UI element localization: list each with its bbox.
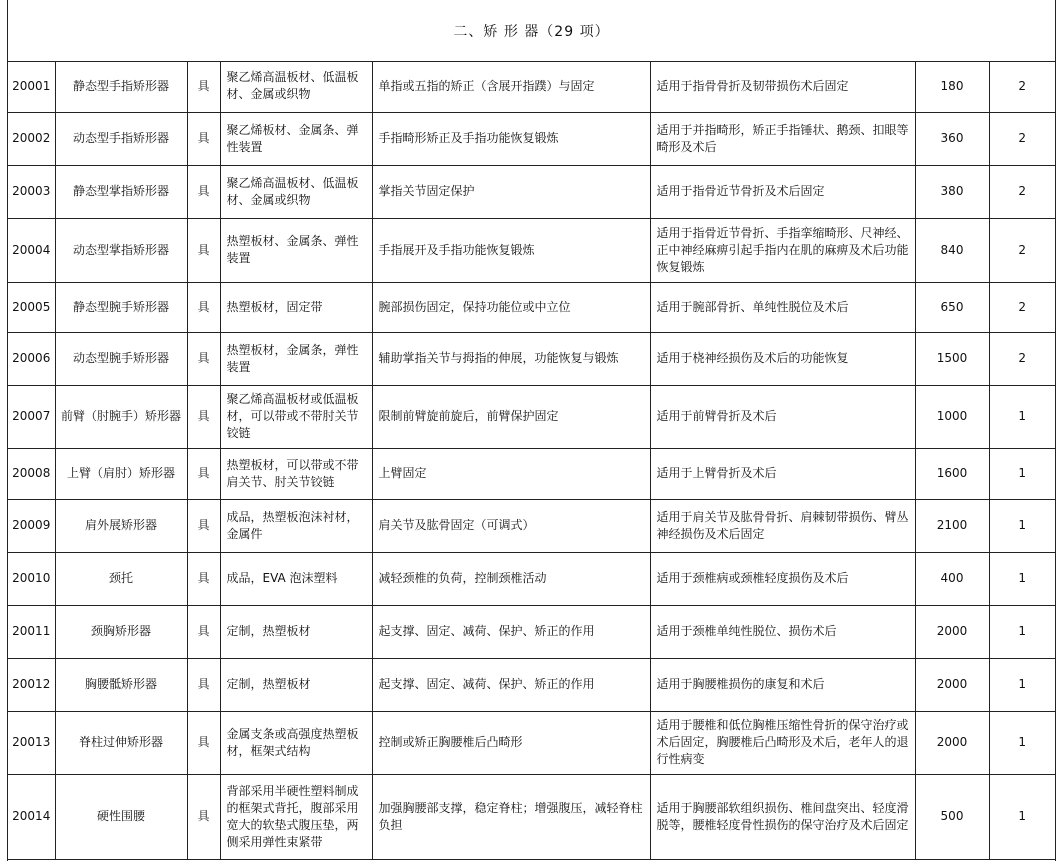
item-price: 2000 xyxy=(915,711,989,774)
item-function: 辅助掌指关节与拇指的伸展，功能恢复与锻炼 xyxy=(372,332,650,385)
item-indication: 适用于前臂骨折及术后 xyxy=(650,385,915,448)
item-code: 20012 xyxy=(8,658,55,711)
document-sheet xyxy=(7,0,1056,861)
table-row xyxy=(8,774,1055,859)
item-years: 1 xyxy=(989,448,1055,499)
item-indication: 适用于指骨近节骨折及术后固定 xyxy=(650,165,915,218)
item-price: 650 xyxy=(915,282,989,332)
table-row xyxy=(8,552,1055,605)
table-row xyxy=(8,282,1055,332)
item-code: 20005 xyxy=(8,282,55,332)
item-indication: 适用于颈椎病或颈椎轻度损伤及术后 xyxy=(650,552,915,605)
item-unit: 具 xyxy=(187,774,220,859)
item-material: 聚乙烯板材、金属条、弹性装置 xyxy=(220,112,372,165)
item-unit: 具 xyxy=(187,605,220,658)
item-function: 肩关节及肱骨固定（可调式） xyxy=(372,499,650,552)
item-unit: 具 xyxy=(187,61,220,112)
item-material: 定制，热塑板材 xyxy=(220,605,372,658)
item-name: 颈胸矫形器 xyxy=(55,605,187,658)
table-row xyxy=(8,499,1055,552)
item-name: 肩外展矫形器 xyxy=(55,499,187,552)
item-function: 手指畸形矫正及手指功能恢复锻炼 xyxy=(372,112,650,165)
item-indication: 适用于胸腰部软组织损伤、椎间盘突出、轻度滑脱等，腰椎轻度骨性损伤的保守治疗及术后固定 xyxy=(650,774,915,859)
item-price: 840 xyxy=(915,218,989,282)
item-price: 1500 xyxy=(915,332,989,385)
table-row xyxy=(8,711,1055,774)
orthosis-table xyxy=(8,61,1055,860)
item-unit: 具 xyxy=(187,218,220,282)
table-row xyxy=(8,218,1055,282)
table-row xyxy=(8,165,1055,218)
item-unit: 具 xyxy=(187,658,220,711)
item-code: 20003 xyxy=(8,165,55,218)
item-name: 脊柱过伸矫形器 xyxy=(55,711,187,774)
table-row xyxy=(8,112,1055,165)
item-unit: 具 xyxy=(187,448,220,499)
item-code: 20013 xyxy=(8,711,55,774)
item-unit: 具 xyxy=(187,499,220,552)
item-name: 颈托 xyxy=(55,552,187,605)
item-material: 聚乙烯高温板材、低温板材、金属或织物 xyxy=(220,165,372,218)
item-price: 2000 xyxy=(915,658,989,711)
item-price: 1600 xyxy=(915,448,989,499)
item-years: 2 xyxy=(989,165,1055,218)
item-code: 20008 xyxy=(8,448,55,499)
item-code: 20004 xyxy=(8,218,55,282)
item-material: 金属支条或高强度热塑板材，框架式结构 xyxy=(220,711,372,774)
table-row xyxy=(8,605,1055,658)
item-material: 聚乙烯高温板材、低温板材、金属或织物 xyxy=(220,61,372,112)
item-material: 热塑板材，固定带 xyxy=(220,282,372,332)
item-name: 硬性围腰 xyxy=(55,774,187,859)
item-function: 掌指关节固定保护 xyxy=(372,165,650,218)
item-indication: 适用于指骨骨折及韧带损伤术后固定 xyxy=(650,61,915,112)
item-material: 定制，热塑板材 xyxy=(220,658,372,711)
item-name: 静态型手指矫形器 xyxy=(55,61,187,112)
item-name: 静态型腕手矫形器 xyxy=(55,282,187,332)
table-row xyxy=(8,385,1055,448)
item-unit: 具 xyxy=(187,165,220,218)
item-unit: 具 xyxy=(187,112,220,165)
item-name: 动态型腕手矫形器 xyxy=(55,332,187,385)
item-code: 20009 xyxy=(8,499,55,552)
item-price: 1000 xyxy=(915,385,989,448)
item-unit: 具 xyxy=(187,552,220,605)
item-years: 1 xyxy=(989,385,1055,448)
item-years: 1 xyxy=(989,499,1055,552)
item-function: 加强胸腰部支撑，稳定脊柱；增强腹压，减轻脊柱负担 xyxy=(372,774,650,859)
item-code: 20002 xyxy=(8,112,55,165)
item-indication: 适用于腰椎和低位胸椎压缩性骨折的保守治疗或术后固定，胸腰椎后凸畸形及术后，老年人的退行性病变 xyxy=(650,711,915,774)
item-unit: 具 xyxy=(187,332,220,385)
item-indication: 适用于腕部骨折、单纯性脱位及术后 xyxy=(650,282,915,332)
item-years: 2 xyxy=(989,61,1055,112)
item-years: 1 xyxy=(989,774,1055,859)
item-function: 减轻颈椎的负荷，控制颈椎活动 xyxy=(372,552,650,605)
item-years: 2 xyxy=(989,332,1055,385)
item-years: 1 xyxy=(989,658,1055,711)
item-name: 前臂（肘腕手）矫形器 xyxy=(55,385,187,448)
table-row xyxy=(8,61,1055,112)
item-name: 动态型手指矫形器 xyxy=(55,112,187,165)
table-row xyxy=(8,332,1055,385)
item-name: 胸腰骶矫形器 xyxy=(55,658,187,711)
item-price: 500 xyxy=(915,774,989,859)
item-function: 单指或五指的矫正（含展开指蹼）与固定 xyxy=(372,61,650,112)
item-price: 2000 xyxy=(915,605,989,658)
item-years: 2 xyxy=(989,112,1055,165)
item-indication: 适用于胸腰椎损伤的康复和术后 xyxy=(650,658,915,711)
item-function: 控制或矫正胸腰椎后凸畸形 xyxy=(372,711,650,774)
item-name: 上臂（肩肘）矫形器 xyxy=(55,448,187,499)
section-title: 二、矫 形 器（29 项） xyxy=(8,0,1055,62)
item-function: 起支撑、固定、减荷、保护、矫正的作用 xyxy=(372,658,650,711)
table-row xyxy=(8,658,1055,711)
item-code: 20007 xyxy=(8,385,55,448)
table-row xyxy=(8,448,1055,499)
item-price: 180 xyxy=(915,61,989,112)
item-code: 20001 xyxy=(8,61,55,112)
item-code: 20011 xyxy=(8,605,55,658)
item-indication: 适用于并指畸形，矫正手指锤状、鹅颈、扣眼等畸形及术后 xyxy=(650,112,915,165)
item-price: 380 xyxy=(915,165,989,218)
item-code: 20010 xyxy=(8,552,55,605)
item-function: 手指展开及手指功能恢复锻炼 xyxy=(372,218,650,282)
item-years: 2 xyxy=(989,282,1055,332)
item-name: 动态型掌指矫形器 xyxy=(55,218,187,282)
item-material: 背部采用半硬性塑料制成的框架式背托，腹部采用宽大的软垫式腹压垫，两侧采用弹性束紧带 xyxy=(220,774,372,859)
item-function: 上臂固定 xyxy=(372,448,650,499)
item-material: 热塑板材、金属条、弹性装置 xyxy=(220,218,372,282)
item-unit: 具 xyxy=(187,385,220,448)
item-material: 聚乙烯高温板材或低温板材，可以带或不带肘关节铰链 xyxy=(220,385,372,448)
item-unit: 具 xyxy=(187,282,220,332)
item-material: 成品，热塑板泡沫衬材，金属件 xyxy=(220,499,372,552)
item-price: 360 xyxy=(915,112,989,165)
item-material: 热塑板材，可以带或不带肩关节、肘关节铰链 xyxy=(220,448,372,499)
item-indication: 适用于上臂骨折及术后 xyxy=(650,448,915,499)
item-material: 成品，EVA 泡沫塑料 xyxy=(220,552,372,605)
item-price: 400 xyxy=(915,552,989,605)
item-code: 20006 xyxy=(8,332,55,385)
item-years: 1 xyxy=(989,605,1055,658)
item-price: 2100 xyxy=(915,499,989,552)
item-function: 起支撑、固定、减荷、保护、矫正的作用 xyxy=(372,605,650,658)
item-indication: 适用于桡神经损伤及术后的功能恢复 xyxy=(650,332,915,385)
item-function: 腕部损伤固定，保持功能位或中立位 xyxy=(372,282,650,332)
item-years: 1 xyxy=(989,711,1055,774)
item-years: 1 xyxy=(989,552,1055,605)
item-indication: 适用于肩关节及肱骨骨折、肩棘韧带损伤、臂丛神经损伤及术后固定 xyxy=(650,499,915,552)
item-indication: 适用于指骨近节骨折、手指挛缩畸形、尺神经、正中神经麻痹引起手指内在肌的麻痹及术后功能恢复锻炼 xyxy=(650,218,915,282)
item-code: 20014 xyxy=(8,774,55,859)
item-indication: 适用于颈椎单纯性脱位、损伤术后 xyxy=(650,605,915,658)
item-unit: 具 xyxy=(187,711,220,774)
item-name: 静态型掌指矫形器 xyxy=(55,165,187,218)
item-function: 限制前臂旋前旋后，前臂保护固定 xyxy=(372,385,650,448)
item-material: 热塑板材，金属条，弹性装置 xyxy=(220,332,372,385)
item-years: 2 xyxy=(989,218,1055,282)
